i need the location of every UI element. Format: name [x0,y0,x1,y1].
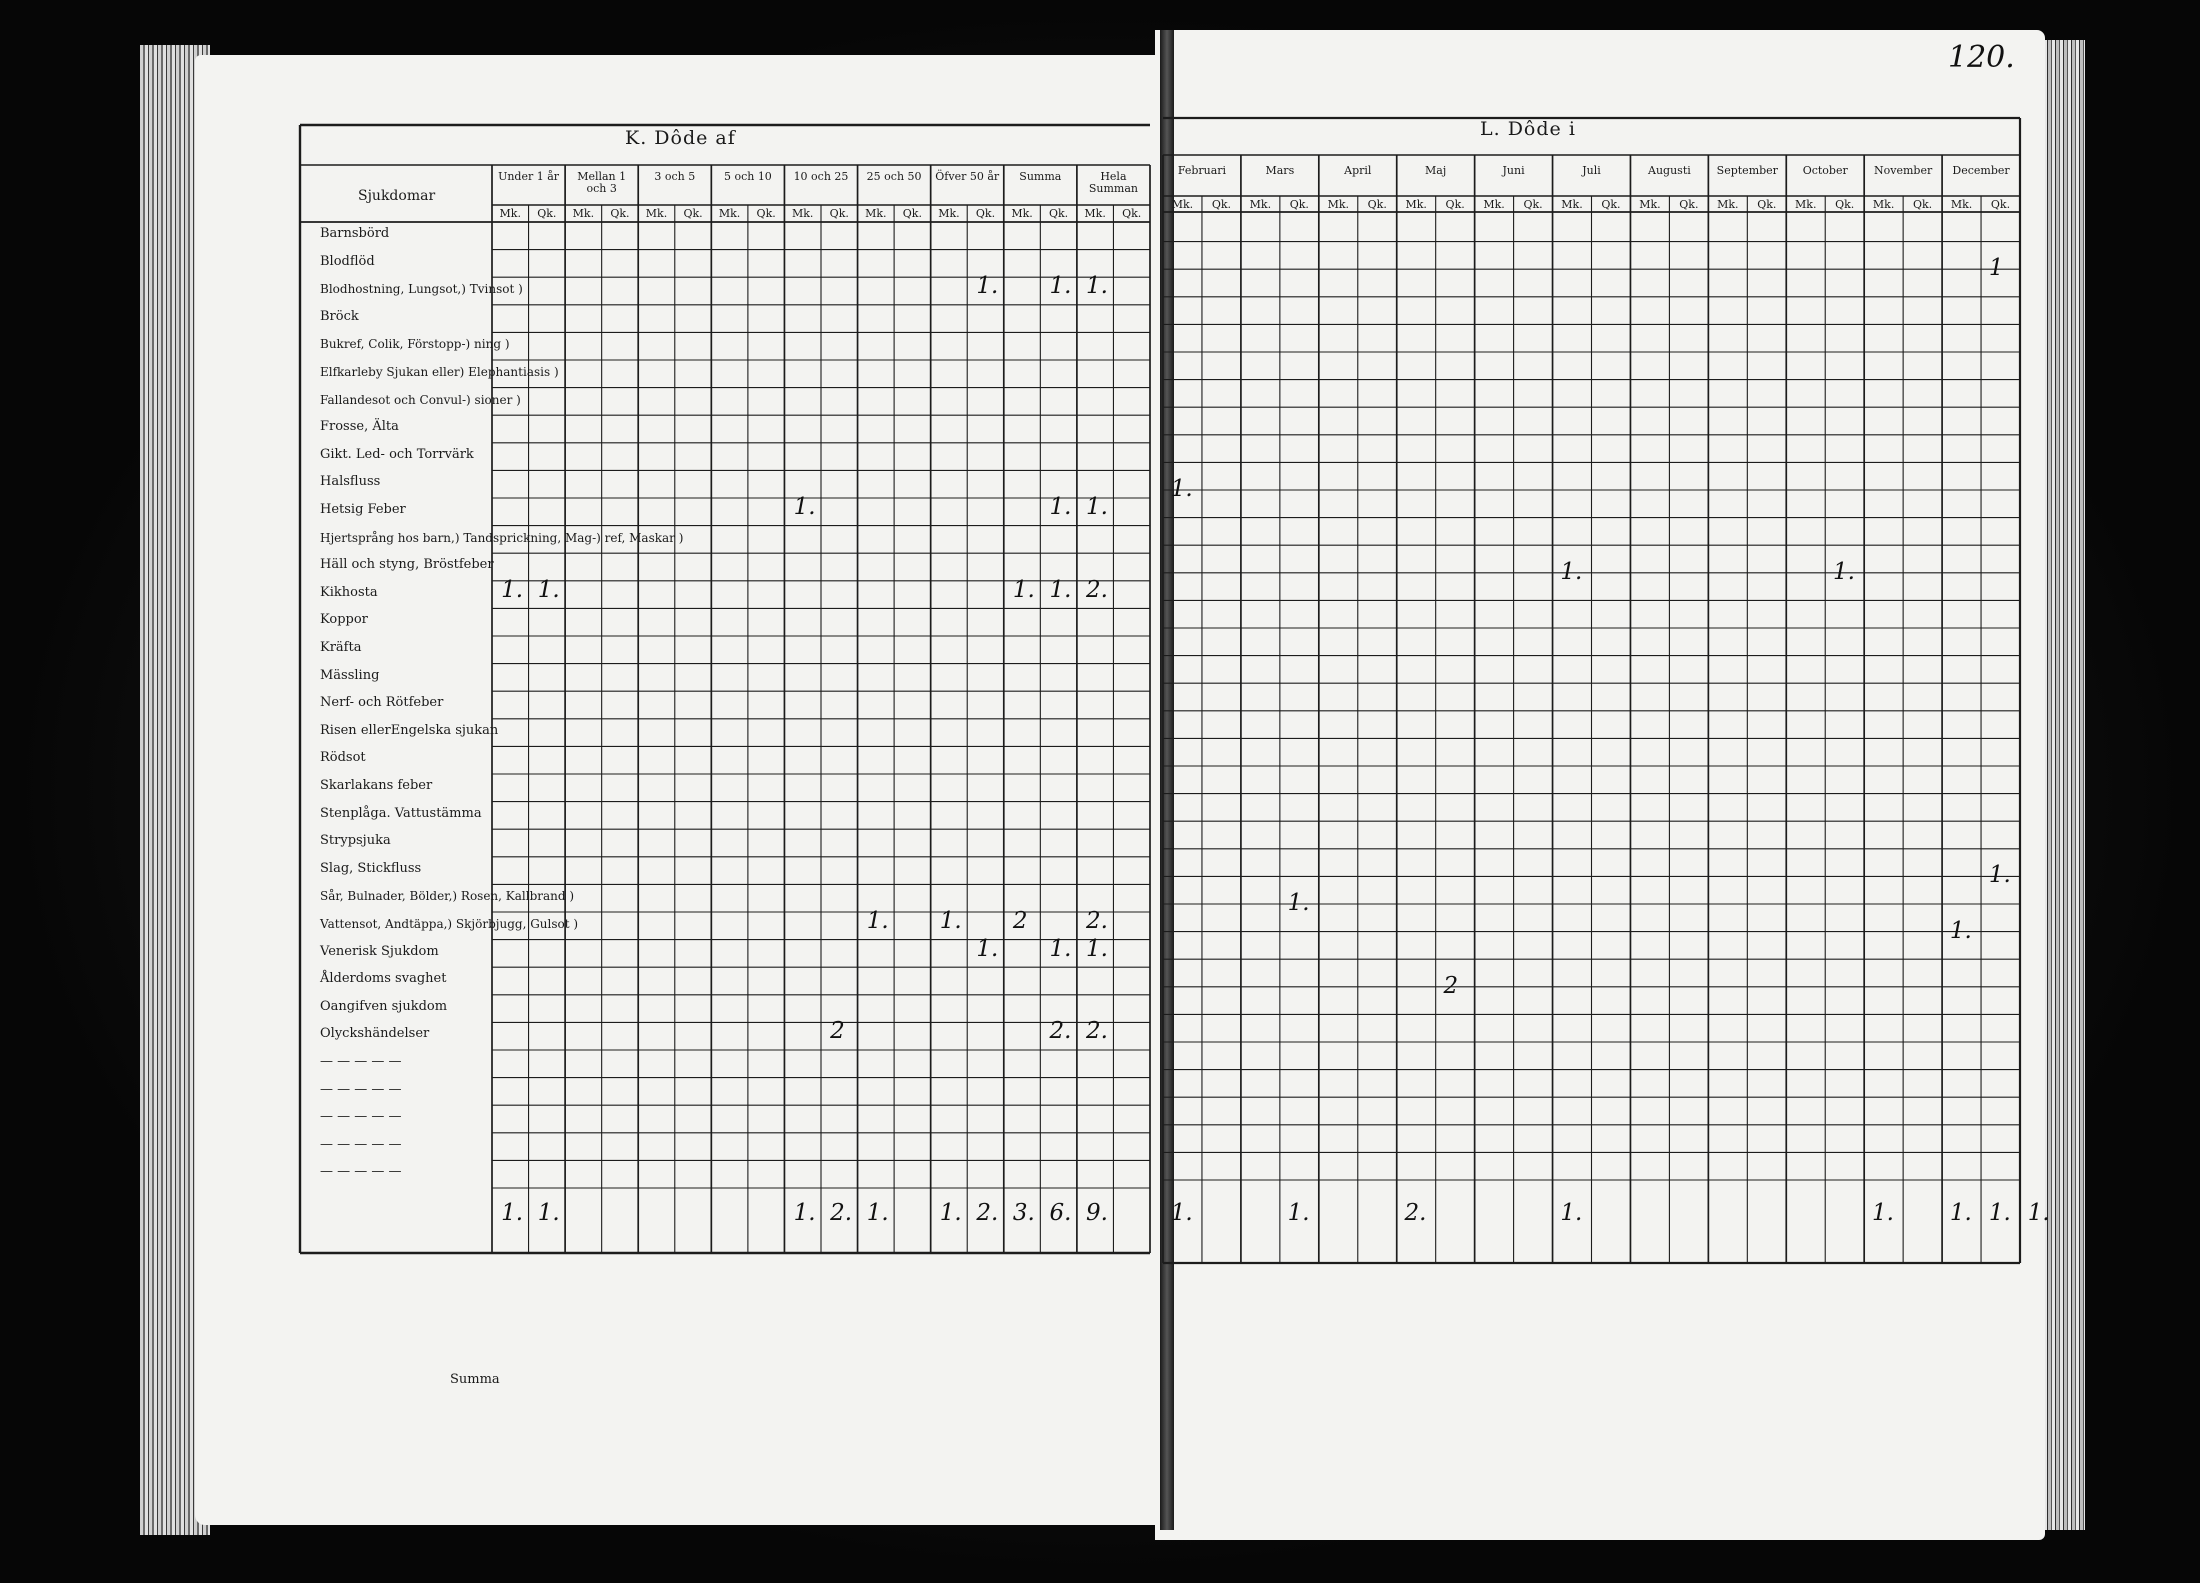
sum-entry: 2. [830,1200,853,1226]
disease-label: Nerf- och Rötfeber [320,695,444,711]
disease-label: Slag, Stickfluss [320,860,422,876]
disease-label: Frosse, Älta [320,419,399,435]
month-header: October [1802,164,1848,177]
sum-entry: 1. [1170,1200,1193,1226]
disease-label: Elfkarleby Sjukan eller) Elephantiasis ) [320,365,559,379]
disease-label: Gikt. Led- och Torrvärk [320,446,474,462]
sub-header-mk: Mk. [1084,207,1106,220]
handwritten-entry: 1. [1086,494,1108,520]
handwritten-entry: 1. [1833,558,1855,585]
handwritten-entry: 1. [939,908,962,934]
handwritten-entry: 1. [1560,558,1583,585]
handwritten-entry: 1. [793,494,816,520]
sub-header-qk: Qk. [1211,198,1232,211]
sub-header-mk: Mk. [1795,198,1817,211]
sub-header-qk: Qk. [1757,198,1777,211]
disease-label: — — — — — [320,1081,402,1097]
age-group-header: 25 och 50 [866,170,922,183]
disease-label: Bröck [320,308,359,324]
sub-header-mk: Mk. [1639,198,1661,211]
handwritten-entry: 2 [1012,908,1028,934]
disease-label: Kräfta [320,640,362,655]
disease-label: Olyckshändelser [320,1026,430,1042]
disease-label: Blodhostning, Lungsot,) Tvinsot ) [320,282,523,297]
sub-header-qk: Qk. [1679,198,1699,211]
disease-label: — — — — — [320,1109,402,1125]
disease-label: Risen ellerEngelska sjukan [320,722,499,738]
handwritten-entry: 1. [1287,890,1310,916]
disease-label: Hjertsprång hos barn,) Tandsprickning, Mag-) ref, Maskar ) [320,530,684,545]
sub-header-qk: Qk. [902,207,922,220]
month-header: Februari [1177,164,1227,177]
handwritten-entry: 1. [1049,935,1072,962]
disease-label: — — — — — [320,1164,402,1180]
sub-header-mk: Mk. [938,207,960,220]
sum-entry: 1. [939,1200,962,1226]
sub-header-mk: Mk. [1483,198,1505,211]
sub-header-qk: Qk. [1990,198,2011,211]
month-header: Mars [1265,164,1295,177]
sub-header-qk: Qk. [1289,198,1309,211]
month-header: Juli [1582,164,1601,177]
sub-header-mk: Mk. [1561,198,1583,211]
age-group-header: Under 1 år [498,170,560,183]
handwritten-entry: 1. [501,576,524,603]
handwritten-entry: 1. [1949,917,1972,944]
month-header: April [1344,164,1372,177]
sub-header-qk: Qk. [683,207,703,220]
handwritten-entry: 2. [1049,1018,1072,1045]
disease-label: Venerisk Sjukdom [320,943,439,959]
sum-label: Summa [450,1372,500,1387]
disease-label: Fallandesot och Convul-) sioner ) [320,392,521,407]
handwritten-entry: 2. [1086,1018,1108,1045]
handwritten-entry: 2. [1086,908,1108,934]
sub-header-mk: Mk. [1950,198,1973,211]
handwritten-entry: 1. [1049,576,1072,603]
age-group-header: Hela Summan [1088,170,1138,195]
disease-label: Blodflöd [320,253,375,269]
sub-header-qk: Qk. [756,207,776,220]
handwritten-entry: 1. [866,908,889,934]
sub-header-mk: Mk. [1405,198,1427,211]
sub-header-qk: Qk. [1445,198,1465,211]
sum-entry: 3. [1012,1200,1035,1226]
sub-header-mk: Mk. [1717,198,1739,211]
sub-header-mk: Mk. [1011,207,1033,220]
handwritten-entry: 1. [976,273,999,300]
sum-entry: 1. [1988,1200,2011,1226]
handwritten-entry: 2 [1443,972,1459,999]
sub-header-mk: Mk. [1249,198,1272,211]
page-number: 120. [1948,40,2015,75]
disease-label: — — — — — [320,1054,402,1069]
sub-header-qk: Qk. [1523,198,1543,211]
disease-label: Vattensot, Andtäppa,) Skjörbjugg, Gulsot ) [320,917,579,931]
handwritten-entry: 1. [1170,476,1193,502]
sub-header-qk: Qk. [537,207,557,220]
sum-entry: 2. [976,1200,999,1226]
sub-header-qk: Qk. [1049,207,1069,220]
right-caption: L. Dôde i [1480,118,1576,140]
handwritten-entry: 2 [830,1018,845,1045]
disease-label: Kikhosta [320,584,378,600]
sub-header-mk: Mk. [791,207,814,220]
sum-entry: 1. [866,1200,889,1226]
disease-label: Rödsot [320,750,366,766]
sub-header-mk: Mk. [1872,198,1895,211]
disease-label: Ålderdoms svaghet [320,971,447,987]
sum-entry: 1. [1287,1200,1310,1226]
age-group-header: 10 och 25 [793,170,849,183]
sub-header-mk: Mk. [572,207,595,220]
month-header: November [1874,164,1933,177]
age-group-header: Mellan 1 och 3 [577,170,627,195]
month-header: Juni [1502,164,1525,177]
handwritten-entry: 1. [1988,862,2011,889]
month-header: Maj [1425,164,1447,177]
sub-header-mk: Mk. [499,207,521,220]
disease-label: Hetsig Feber [320,502,406,517]
sum-entry: 6. [1049,1200,1072,1226]
disease-label: Barnsbörd [320,226,390,241]
row-header: Sjukdomar [358,188,436,204]
sum-entry: 1. [501,1200,524,1226]
sub-header-mk: Mk. [1171,198,1194,211]
handwritten-entry: 1. [1049,273,1072,300]
sub-header-qk: Qk. [1835,198,1855,211]
sub-header-mk: Mk. [1327,198,1349,211]
sum-entry: 1. [537,1200,560,1226]
sub-header-mk: Mk. [865,207,887,220]
disease-label: Oangifven sjukdom [320,998,448,1014]
disease-label: — — — — — [320,1136,402,1152]
sub-header-qk: Qk. [829,207,849,220]
sub-header-qk: Qk. [610,207,630,220]
handwritten-entry: 1. [1086,273,1108,300]
sum-entry: 1. [1949,1200,1972,1226]
handwritten-entry: 1. [1049,494,1072,520]
disease-label: Skarlakans feber [320,778,433,793]
month-header: December [1952,164,2010,177]
age-group-header: 5 och 10 [723,170,772,183]
sum-entry: 9. [1086,1200,1108,1226]
sum-entry: 1. [2027,1200,2050,1226]
handwritten-entry: 2. [1086,576,1108,603]
handwritten-entry: 1. [976,935,999,962]
sum-entry: 1. [793,1200,816,1226]
age-group-header: Öfver 50 år [935,170,1000,183]
handwritten-entry: 1. [1012,576,1035,603]
left-caption: K. Dôde af [625,127,736,149]
sum-entry: 1. [1560,1200,1583,1226]
disease-label: Mässling [320,667,380,683]
sub-header-mk: Mk. [645,207,668,220]
sub-header-qk: Qk. [1367,198,1387,211]
handwritten-entry: 1. [537,576,560,603]
handwritten-entry: 1 [1988,255,2004,282]
disease-label: Häll och styng, Bröstfeber [320,557,494,573]
sub-header-mk: Mk. [718,207,741,220]
age-group-header: 3 och 5 [654,170,696,183]
handwritten-entry: 1. [1086,935,1108,962]
sub-header-qk: Qk. [975,207,996,220]
age-group-header: Summa [1019,170,1062,183]
sum-entry: 2. [1404,1200,1427,1226]
disease-label: Sår, Bulnader, Bölder,) Rosen, Kallbrand ) [320,889,575,904]
sub-header-qk: Qk. [1913,198,1933,211]
disease-label: Halsfluss [320,474,381,490]
sum-entry: 1. [1871,1200,1894,1226]
disease-label: Koppor [320,612,368,628]
month-header: Augusti [1648,164,1691,177]
disease-label: Stenplåga. Vattustämma [320,805,482,821]
disease-label: Strypsjuka [320,833,391,849]
month-header: September [1716,164,1778,177]
sub-header-qk: Qk. [1122,207,1142,220]
disease-label: Bukref, Colik, Förstopp-) ning ) [320,337,510,352]
sub-header-qk: Qk. [1601,198,1621,211]
